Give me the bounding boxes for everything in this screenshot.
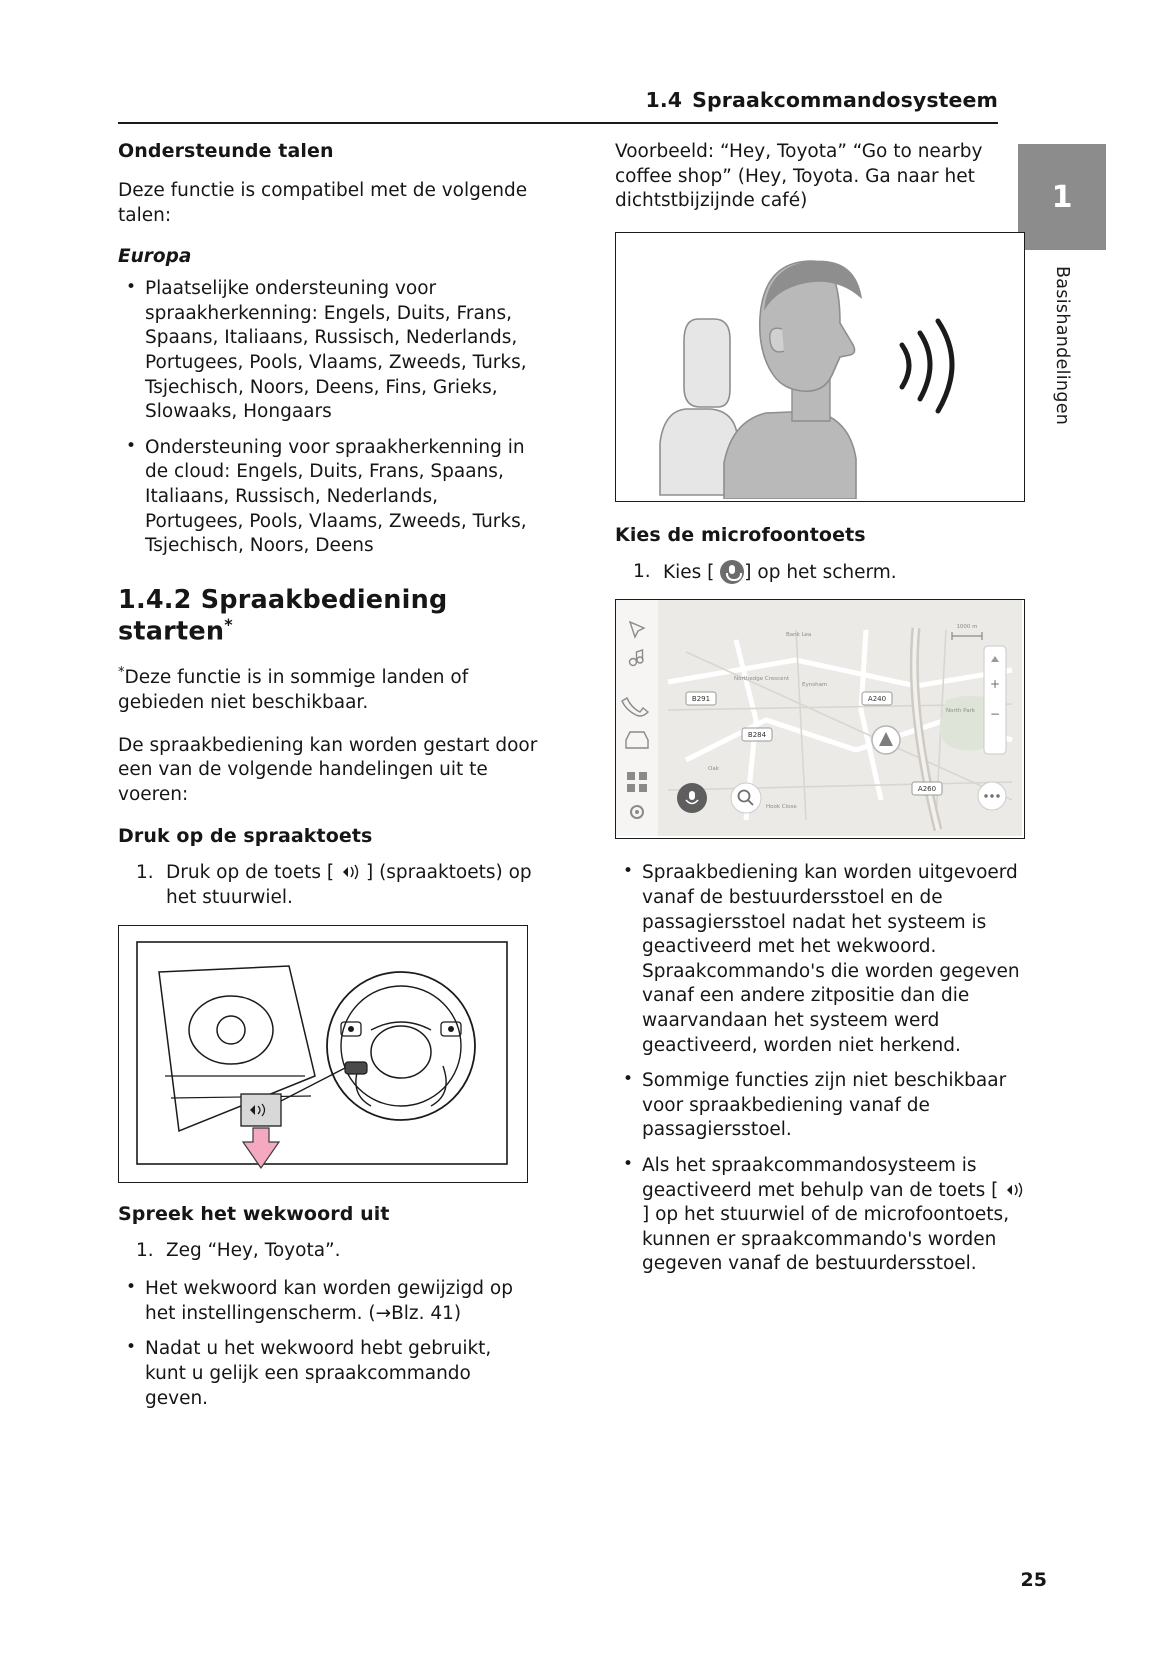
- svg-text:Eynsham: Eynsham: [802, 682, 828, 689]
- svg-text:Bank Lea: Bank Lea: [786, 632, 812, 639]
- step-text-part2: ] op het scherm.: [744, 561, 897, 583]
- list-item: [615, 1154, 1035, 1277]
- step-number: 1.: [136, 1239, 154, 1261]
- figure-driver-speaking: [615, 232, 1025, 502]
- step-text-part1: Kies [: [663, 561, 715, 583]
- header-section-number: 1.4: [645, 88, 683, 112]
- chapter-tab-label: Basishandelingen: [1052, 266, 1072, 426]
- svg-text:B284: B284: [747, 731, 767, 740]
- step-text-part1: Druk op de toets [: [166, 862, 335, 884]
- list-item: • Ondersteuning voor spraakherkenning in de cloud: Engels, Duits, Frans, Spaans, Italiaans, Russisch, Nederlands, Portugees, Pools, Vlaams, Zweeds, Turks, Tsjechisch, Noors, Deens: [118, 436, 538, 559]
- list-item: • Sommige functies zijn niet beschikbaar voor spraakbediening vanaf de passagiersstoel.: [615, 1069, 1035, 1143]
- footnote-availability: [118, 664, 538, 715]
- heading-supported-languages: Ondersteunde talen: [118, 140, 334, 162]
- steps-wake-word: [118, 1239, 538, 1264]
- list-item: • Het wekwoord kan worden gewijzigd op het instellingenscherm. (→Blz. 41): [118, 1277, 538, 1326]
- heading-region-europa: Europa: [118, 246, 192, 268]
- heading-say-wake-word: Spreek het wekwoord uit: [118, 1202, 390, 1225]
- svg-text:+: +: [989, 677, 1001, 692]
- steps-press-key: [118, 861, 538, 910]
- svg-text:1000 m: 1000 m: [956, 624, 978, 631]
- list-item: [118, 1239, 538, 1264]
- svg-text:Northedge Crescent: Northedge Crescent: [734, 676, 790, 683]
- right-column: [615, 140, 1035, 1289]
- paragraph-start-methods: De spraakbediening kan worden gestart door een van de volgende handelingen uit te voeren:: [118, 734, 538, 805]
- list-item: • Nadat u het wekwoord hebt gebruikt, kunt u gelijk een spraakcommando geven.: [118, 1337, 538, 1411]
- heading-start-voice-control: [118, 585, 538, 647]
- footnote-text: Deze functie is in sommige landen of gebieden niet beschikbaar.: [118, 667, 469, 713]
- note-text-part2: ] op het stuurwiel of de microfoontoets, kunnen er spraakcommando's worden gegeven vanaf de bestuurdersstoel.: [642, 1204, 1010, 1275]
- heading-asterisk: *: [224, 614, 233, 634]
- svg-text:A240: A240: [867, 695, 887, 704]
- wake-word-bullet-list: [118, 1277, 538, 1411]
- chapter-tab-number: 1: [1051, 179, 1073, 215]
- step-text-part2: ] (spraaktoets) op het stuurwiel.: [166, 862, 532, 908]
- notes-bullet-list: [615, 861, 1035, 1277]
- page-header: [118, 88, 998, 112]
- steps-mic-key: [615, 560, 1035, 586]
- svg-text:Oak: Oak: [708, 766, 719, 773]
- list-item: [615, 560, 1035, 586]
- left-column: [118, 140, 538, 1423]
- header-section-title: Spraakcommandosysteem: [692, 88, 998, 112]
- svg-text:North Park: North Park: [946, 708, 976, 715]
- note-text-part1: Als het spraakcommandosysteem is geactiveerd met behulp van de toets [: [642, 1154, 999, 1201]
- list-item: • Spraakbediening kan worden uitgevoerd vanaf de bestuurdersstoel en de passagiersstoel nadat het systeem is geactiveerd met het wekwoord. Spraakcommando's die worden gegeven vanaf een andere zitpositie dan die waarvandaan het systeem werd geactiveerd, worden niet herkend.: [615, 861, 1035, 1058]
- paragraph-example: Voorbeeld: “Hey, Toyota” “Go to nearby coffee shop” (Hey, Toyota. Ga naar het dichtstbijzijnde café): [615, 141, 983, 212]
- languages-bullet-list: [118, 277, 538, 559]
- svg-text:−: −: [989, 707, 1001, 722]
- step-number: 1.: [633, 560, 651, 582]
- list-item: • Plaatselijke ondersteuning voor spraakherkenning: Engels, Duits, Frans, Spaans, Italiaans, Russisch, Nederlands, Portugees, Pools, Vlaams, Zweeds, Turks, Tsjechisch, Noors, Deens, Fins, Grieks, Slowaaks, Hongaars: [118, 277, 538, 425]
- list-item: [118, 861, 538, 910]
- figure-steering-wheel: [118, 925, 528, 1183]
- page-number: 25: [1020, 1569, 1047, 1591]
- microphone-icon: [720, 560, 744, 584]
- heading-title: Spraakbediening starten: [118, 584, 448, 647]
- speech-key-icon: [1004, 1180, 1030, 1200]
- paragraph-intro: Deze functie is compatibel met de volgende talen:: [118, 180, 528, 226]
- figure-navigation-screen: [615, 599, 1025, 839]
- svg-text:Hook Close: Hook Close: [766, 804, 797, 811]
- footnote-marker: *: [118, 665, 125, 681]
- heading-choose-mic-key: Kies de microfoontoets: [615, 523, 866, 546]
- header-divider: [118, 122, 998, 124]
- step-number: 1.: [136, 862, 154, 884]
- step-text: Zeg “Hey, Toyota”.: [166, 1239, 341, 1261]
- heading-press-speech-key: Druk op de spraaktoets: [118, 825, 373, 848]
- svg-text:B291: B291: [691, 695, 711, 704]
- svg-text:A260: A260: [917, 785, 937, 794]
- speech-key-icon: [340, 862, 366, 882]
- heading-number: 1.4.2: [118, 584, 192, 615]
